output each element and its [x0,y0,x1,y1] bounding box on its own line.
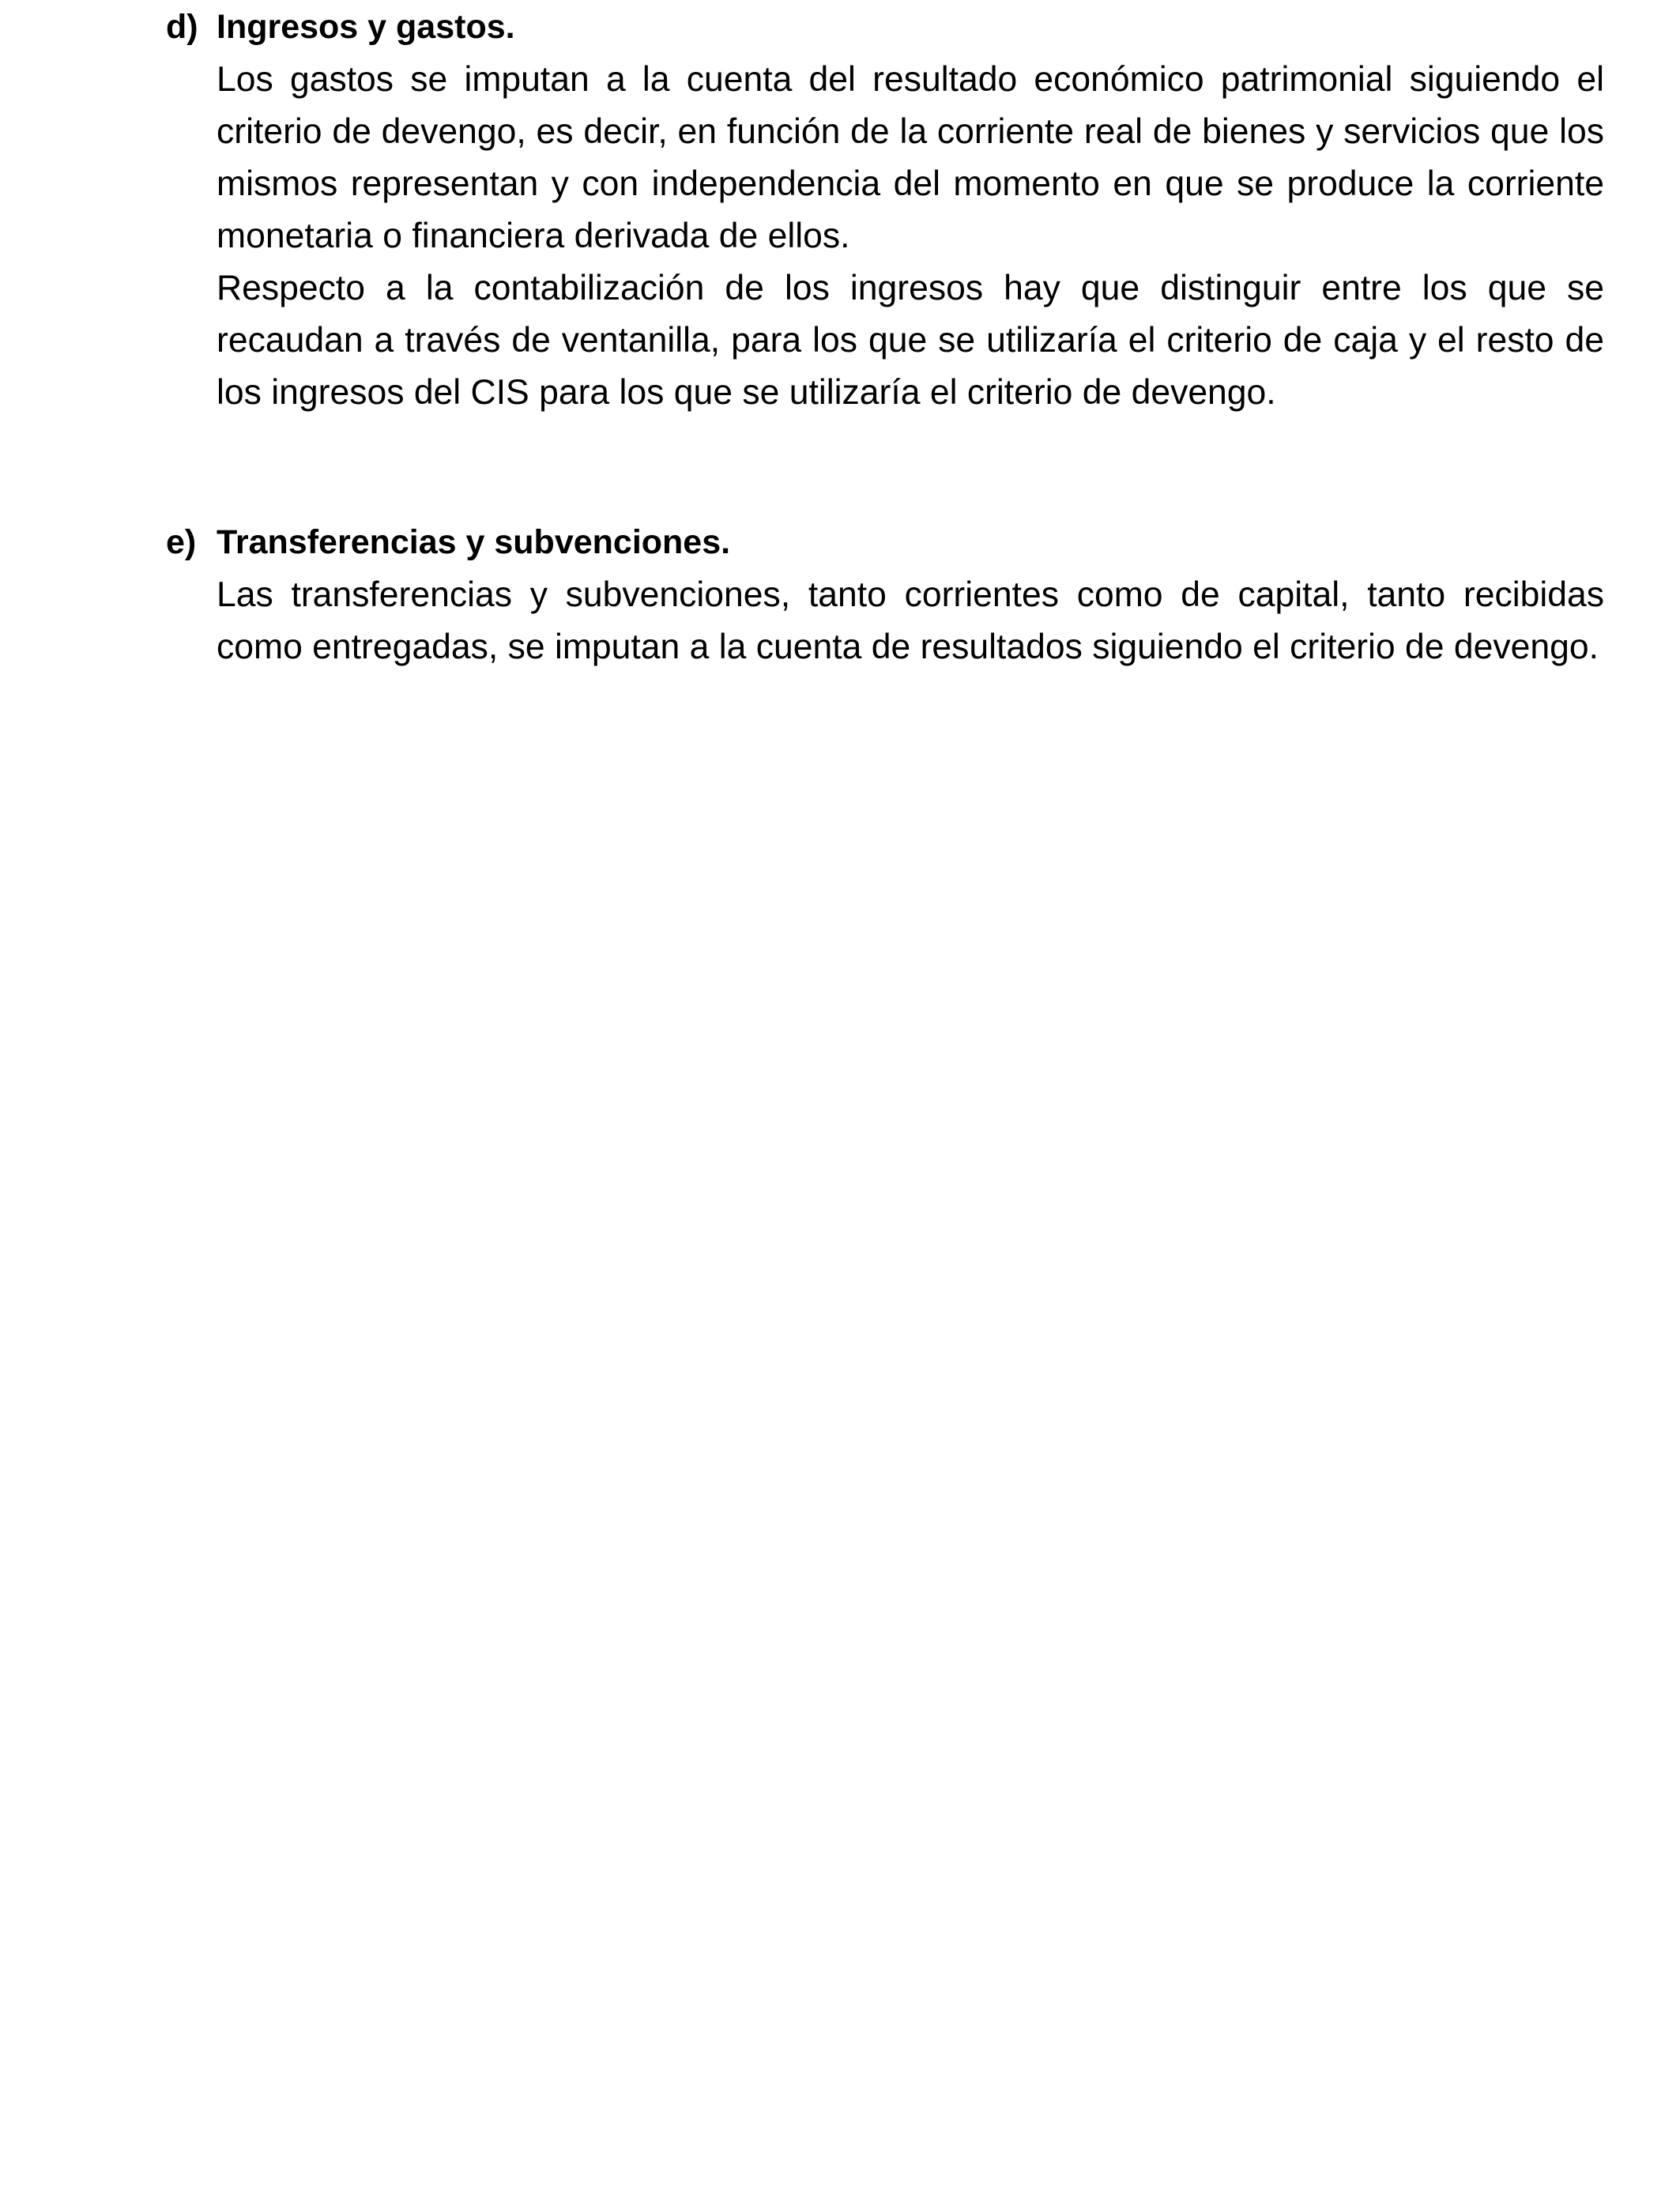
paragraph-transferencias: Las transferencias y subvenciones, tanto corrientes como de capital, tanto recibidas como entregadas, se imputan a la cuenta de resultados siguiendo el criterio de devengo. [217,575,1604,666]
paragraph-gastos: Los gastos se imputan a la cuenta del resultado económico patrimonial siguiendo el criterio de devengo, es decir, en función de la corriente real de bienes y servicios que los mismos representan y con independencia del momento en que se produce la corriente monetaria o financiera derivada de ellos. [217,60,1604,255]
section-title: Ingresos y gastos. [217,8,515,46]
section-transferencias-subvenciones [166,515,1604,673]
section-title: Transferencias y subvenciones. [217,523,731,561]
section-heading [166,515,1604,569]
list-marker: d) [166,8,198,46]
section-ingresos-gastos [166,0,1604,419]
section-heading [166,0,1604,54]
paragraph-ingresos: Respecto a la contabilización de los ingresos hay que distinguir entre los que se recaudan a través de ventanilla, para los que se utilizaría el criterio de caja y el resto de los ingresos del CIS para los que se utilizaría el criterio de devengo. [217,269,1604,412]
list-marker: e) [166,523,197,561]
